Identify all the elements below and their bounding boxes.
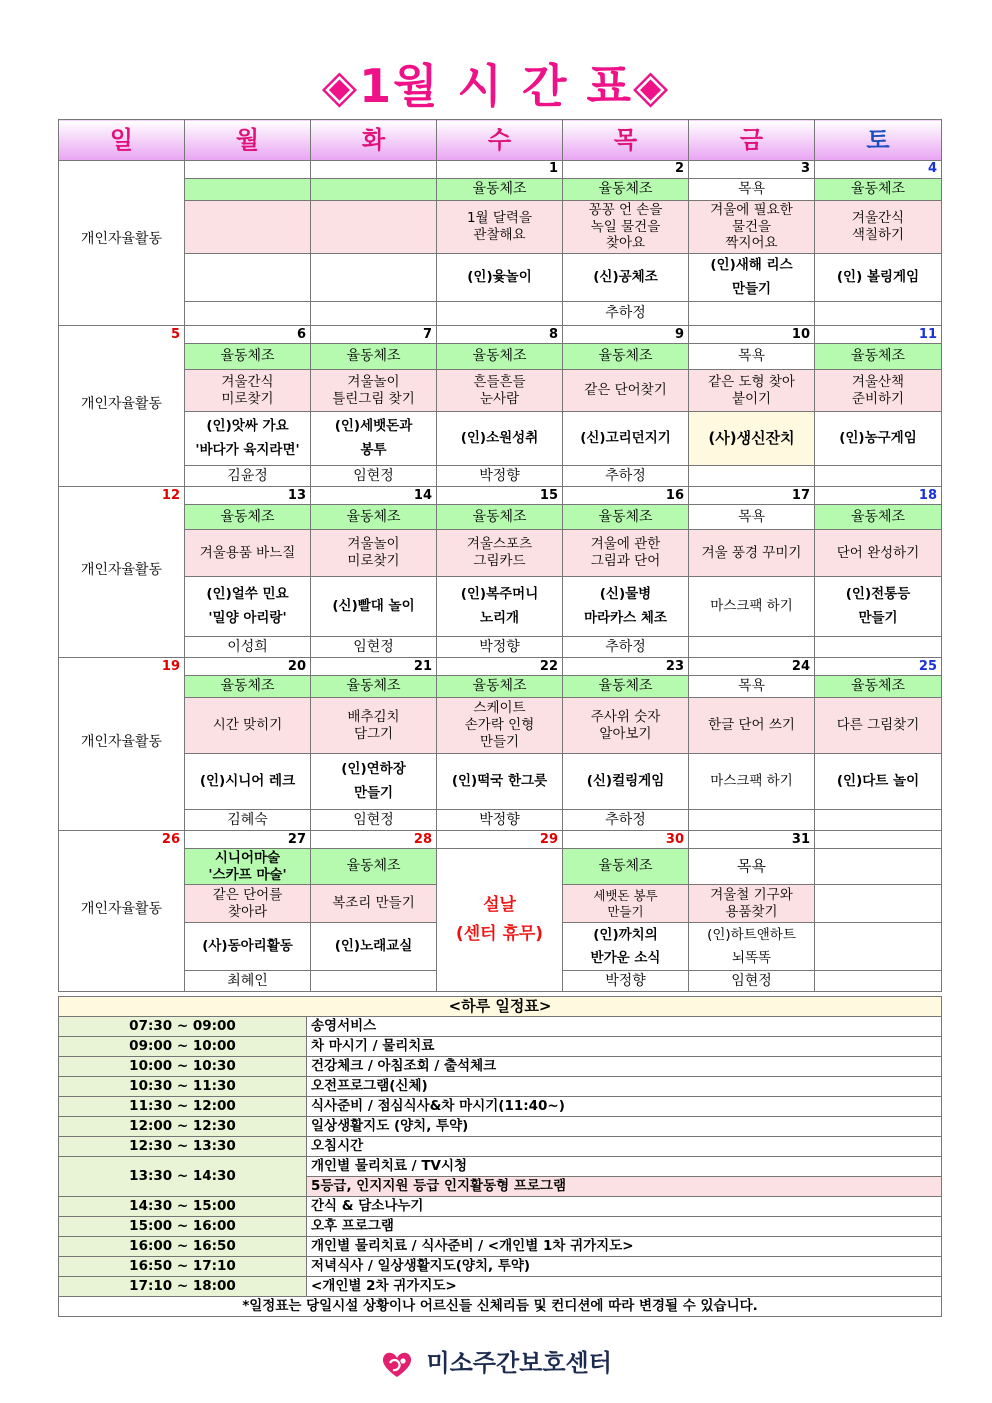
- activity-program: 겨울산책 준비하기: [815, 370, 942, 412]
- date-cell: 15: [437, 487, 563, 505]
- schedule-row: [59, 1237, 942, 1257]
- schedule-time: 10:30 ~ 11:30: [59, 1077, 307, 1097]
- program-row: [59, 370, 942, 412]
- day-header-fri: 금: [689, 120, 815, 161]
- date-cell: 18: [815, 487, 942, 505]
- staff-name: 박정향: [437, 637, 563, 658]
- schedule-time: 17:10 ~ 18:00: [59, 1277, 307, 1297]
- side-label: 개인자율활동: [59, 676, 185, 810]
- date-cell: 31: [689, 831, 815, 849]
- activity-program: 겨울 풍경 꾸미기: [689, 530, 815, 577]
- activity-special: (인)전통등 만들기: [815, 577, 942, 637]
- exercise-row: [59, 676, 942, 698]
- schedule-activity: 개인별 물리치료 / 식사준비 / <개인별 1차 귀가지도>: [307, 1237, 942, 1257]
- date-cell: [185, 161, 311, 179]
- activity-morning: 율동체조: [437, 505, 563, 530]
- staff-name: 박정향: [437, 810, 563, 831]
- activity-program: 1월 달력을 관찰해요: [437, 201, 563, 254]
- schedule-activity: 간식 & 담소나누기: [307, 1197, 942, 1217]
- side-label: 개인자율활동: [59, 344, 185, 466]
- date-row: [59, 831, 942, 849]
- activity-morning: 목욕: [689, 344, 815, 370]
- date-cell: 11: [815, 326, 942, 344]
- staff-row: [59, 302, 942, 326]
- activity-morning: 율동체조: [563, 849, 689, 885]
- date-sun: 5: [59, 326, 185, 344]
- date-cell: 26: [59, 831, 185, 849]
- staff-name: [689, 302, 815, 326]
- staff-name: [689, 637, 815, 658]
- day-header-mon: 월: [185, 120, 311, 161]
- activity-program: 시간 맞히기: [185, 698, 311, 754]
- date-cell: 7: [311, 326, 437, 344]
- activity-program: 겨울놀이 틀린그림 찾기: [311, 370, 437, 412]
- schedule-row: [59, 1197, 942, 1217]
- activity-special: (신)공체조: [563, 254, 689, 302]
- page-title: ◈1월 시 간 표◈: [321, 59, 671, 113]
- schedule-activity: 저녁식사 / 일상생활지도(양치, 투약): [307, 1257, 942, 1277]
- staff-name: [815, 637, 942, 658]
- schedule-time: 11:30 ~ 12:00: [59, 1097, 307, 1117]
- day-header-thu: 목: [563, 120, 689, 161]
- activity-morning: 율동체조: [311, 344, 437, 370]
- day-header-wed: 수: [437, 120, 563, 161]
- day-header-tue: 화: [311, 120, 437, 161]
- staff-name: [437, 302, 563, 326]
- activity-special: (인)얼쑤 민요 '밀양 아리랑': [185, 577, 311, 637]
- activity-special: (인)세뱃돈과 봉투: [311, 412, 437, 466]
- schedule-activity: 오후 프로그램: [307, 1217, 942, 1237]
- activity-special: (인)새해 리스 만들기: [689, 254, 815, 302]
- activity-program: [185, 201, 311, 254]
- exercise-row: [59, 505, 942, 530]
- activity-program: 복조리 만들기: [311, 885, 437, 923]
- activity-morning: 율동체조: [815, 676, 942, 698]
- schedule-time: 07:30 ~ 09:00: [59, 1017, 307, 1037]
- activity-program: 같은 단어를 찾아라: [185, 885, 311, 923]
- activity-special: 마스크팩 하기: [689, 577, 815, 637]
- activity-morning: 목욕: [689, 676, 815, 698]
- schedule-note-row: [59, 1297, 942, 1317]
- activity-program: 겨울놀이 미로찾기: [311, 530, 437, 577]
- schedule-activity: 차 마시기 / 물리치료: [307, 1037, 942, 1057]
- staff-name: 추하정: [563, 810, 689, 831]
- schedule-time: 13:30 ~ 14:30: [59, 1157, 307, 1197]
- schedule-row: [59, 1137, 942, 1157]
- activity-program: 배추김치 담그기: [311, 698, 437, 754]
- schedule-activity: 건강체크 / 아침조회 / 출석체크: [307, 1057, 942, 1077]
- center-name: 미소주간보호센터: [426, 1349, 612, 1377]
- activity-special: (신)컬링게임: [563, 754, 689, 810]
- date-row: [59, 161, 942, 179]
- activity-program: 스케이트 손가락 인형 만들기: [437, 698, 563, 754]
- date-cell: 16: [563, 487, 689, 505]
- activity-morning: 율동체조: [815, 344, 942, 370]
- schedule-time: 09:00 ~ 10:00: [59, 1037, 307, 1057]
- exercise-row: [59, 344, 942, 370]
- activity-morning: [185, 179, 311, 201]
- date-cell: [815, 831, 942, 849]
- schedule-row: [59, 1017, 942, 1037]
- center-logo: [0, 1343, 992, 1379]
- activity-program: [311, 201, 437, 254]
- schedule-time: 14:30 ~ 15:00: [59, 1197, 307, 1217]
- activity-program: 흔들흔들 눈사람: [437, 370, 563, 412]
- date-cell: 9: [563, 326, 689, 344]
- activity-special: (인)연하장 만들기: [311, 754, 437, 810]
- schedule-row: [59, 1257, 942, 1277]
- activity-special: (인) 볼링게임: [815, 254, 942, 302]
- activity-morning: 목욕: [689, 849, 815, 885]
- schedule-activity: 5등급, 인지지원 등급 인지활동형 프로그램: [307, 1177, 942, 1197]
- date-cell: 2: [563, 161, 689, 179]
- activity-program: 겨울철 기구와 용품찾기: [689, 885, 815, 923]
- date-cell: 14: [311, 487, 437, 505]
- activity-program: 겨울에 필요한 물건을 짝지어요: [689, 201, 815, 254]
- date-sun: 19: [59, 658, 185, 676]
- staff-blank: [59, 810, 185, 831]
- staff-name: 박정향: [563, 971, 689, 992]
- activity-program: 꽁꽁 언 손을 녹일 물건을 찾아요: [563, 201, 689, 254]
- activity-program: 겨울간식 색칠하기: [815, 201, 942, 254]
- exercise-row: [59, 849, 942, 885]
- staff-name: [815, 466, 942, 487]
- activity-program: 겨울용품 바느질: [185, 530, 311, 577]
- activity-special: (인)떡국 한그릇: [437, 754, 563, 810]
- activity-morning: 율동체조: [563, 344, 689, 370]
- schedule-row: [59, 1217, 942, 1237]
- date-cell: 29: [437, 831, 563, 849]
- date-row: [59, 487, 942, 505]
- activity-morning: 율동체조: [437, 179, 563, 201]
- activity-morning: 율동체조: [311, 676, 437, 698]
- heart-logo-icon: [380, 1349, 414, 1379]
- schedule-heading: <하루 일정표>: [59, 997, 942, 1017]
- program-row: [59, 698, 942, 754]
- activity-morning: 율동체조: [437, 344, 563, 370]
- schedule-activity: 식사준비 / 점심식사&차 마시기(11:40~): [307, 1097, 942, 1117]
- date-cell: 30: [563, 831, 689, 849]
- activity-program: 단어 완성하기: [815, 530, 942, 577]
- activity-special: (인)농구게임: [815, 412, 942, 466]
- staff-name: 임현정: [311, 466, 437, 487]
- date-row: [59, 658, 942, 676]
- date-sun: [59, 161, 185, 179]
- staff-blank: [59, 302, 185, 326]
- staff-blank: [59, 971, 185, 992]
- date-cell: 28: [311, 831, 437, 849]
- date-cell: 27: [185, 831, 311, 849]
- staff-name: 추하정: [563, 302, 689, 326]
- staff-name: 추하정: [563, 466, 689, 487]
- activity-morning: 율동체조: [563, 505, 689, 530]
- activity-special: (사)동아리활동: [185, 923, 311, 971]
- activity-special: (인)앗싸 가요 '바다가 육지라면': [185, 412, 311, 466]
- activity-morning: 율동체조: [311, 505, 437, 530]
- activity-morning: [311, 179, 437, 201]
- schedule-activity: <개인별 2차 귀가지도>: [307, 1277, 942, 1297]
- special-row: [59, 754, 942, 810]
- staff-row: [59, 810, 942, 831]
- monthly-timetable: [58, 119, 942, 992]
- staff-name: [185, 302, 311, 326]
- staff-name: 최혜인: [185, 971, 311, 992]
- staff-row: [59, 637, 942, 658]
- activity-morning: 율동체조: [815, 505, 942, 530]
- date-cell: 21: [311, 658, 437, 676]
- date-cell: 1: [437, 161, 563, 179]
- date-sun: 12: [59, 487, 185, 505]
- special-row: [59, 577, 942, 637]
- staff-name: 임현정: [689, 971, 815, 992]
- activity-program: 세뱃돈 봉투 만들기: [563, 885, 689, 923]
- program-row: [59, 201, 942, 254]
- staff-name: [815, 971, 942, 992]
- schedule-time: 10:00 ~ 10:30: [59, 1057, 307, 1077]
- schedule-activity: 오전프로그램(신체): [307, 1077, 942, 1097]
- activity-special: (신)빨대 놀이: [311, 577, 437, 637]
- date-cell: 25: [815, 658, 942, 676]
- activity-morning: 율동체조: [185, 676, 311, 698]
- activity-special: (신)고리던지기: [563, 412, 689, 466]
- activity-morning: 목욕: [689, 179, 815, 201]
- staff-name: [815, 810, 942, 831]
- date-cell: [311, 161, 437, 179]
- side-label: 개인자율활동: [59, 505, 185, 637]
- activity-special: (인)시니어 레크: [185, 754, 311, 810]
- schedule-activity: 송영서비스: [307, 1017, 942, 1037]
- staff-name: 이성희: [185, 637, 311, 658]
- staff-name: 김혜숙: [185, 810, 311, 831]
- schedule-row: [59, 1037, 942, 1057]
- staff-name: [311, 302, 437, 326]
- activity-morning: 율동체조: [563, 179, 689, 201]
- staff-name: 임현정: [311, 637, 437, 658]
- activity-program: 겨울스포츠 그림카드: [437, 530, 563, 577]
- activity-program: 같은 도형 찾아 붙이기: [689, 370, 815, 412]
- date-cell: 4: [815, 161, 942, 179]
- activity-morning: 율동체조: [311, 849, 437, 885]
- activity-special: (인)까치의 반가운 소식: [563, 923, 689, 971]
- activity-special: [311, 254, 437, 302]
- activity-special: (인)소원성취: [437, 412, 563, 466]
- schedule-time: 12:00 ~ 12:30: [59, 1117, 307, 1137]
- activity-special: (인)노래교실: [311, 923, 437, 971]
- side-label: 개인자율활동: [59, 179, 185, 302]
- activity-special: (인)복주머니 노리개: [437, 577, 563, 637]
- activity-special: [185, 254, 311, 302]
- date-cell: 24: [689, 658, 815, 676]
- date-cell: 8: [437, 326, 563, 344]
- holiday-notice: 설날 (센터 휴무): [437, 849, 563, 992]
- activity-morning: 율동체조: [185, 344, 311, 370]
- date-cell: 22: [437, 658, 563, 676]
- schedule-activity: 개인별 물리치료 / TV시청: [307, 1157, 942, 1177]
- activity-morning: 율동체조: [563, 676, 689, 698]
- date-cell: 23: [563, 658, 689, 676]
- schedule-activity: 오침시간: [307, 1137, 942, 1157]
- activity-morning: 율동체조: [437, 676, 563, 698]
- empty-cell: [815, 923, 942, 971]
- day-header-sun: 일: [59, 120, 185, 161]
- schedule-time: 16:50 ~ 17:10: [59, 1257, 307, 1277]
- activity-special: (신)물병 마라카스 체조: [563, 577, 689, 637]
- staff-name: [815, 302, 942, 326]
- activity-morning: 율동체조: [185, 505, 311, 530]
- schedule-row: [59, 1117, 942, 1137]
- schedule-time: 12:30 ~ 13:30: [59, 1137, 307, 1157]
- exercise-row: [59, 179, 942, 201]
- weekday-header-row: [59, 120, 942, 161]
- staff-row: [59, 466, 942, 487]
- staff-blank: [59, 466, 185, 487]
- date-cell: 10: [689, 326, 815, 344]
- activity-program: 같은 단어찾기: [563, 370, 689, 412]
- daily-schedule: [58, 996, 942, 1317]
- staff-name: 추하정: [563, 637, 689, 658]
- program-row: [59, 530, 942, 577]
- date-cell: 3: [689, 161, 815, 179]
- staff-name: 박정향: [437, 466, 563, 487]
- activity-program: 겨울에 관한 그림과 단어: [563, 530, 689, 577]
- day-header-sat: 토: [815, 120, 942, 161]
- activity-program: 다른 그림찾기: [815, 698, 942, 754]
- activity-morning: 목욕: [689, 505, 815, 530]
- activity-program: 주사위 숫자 알아보기: [563, 698, 689, 754]
- staff-name: [689, 810, 815, 831]
- staff-name: 김윤정: [185, 466, 311, 487]
- staff-blank: [59, 637, 185, 658]
- activity-morning: 율동체조: [815, 179, 942, 201]
- schedule-row: [59, 1077, 942, 1097]
- activity-special: (사)생신잔치: [689, 412, 815, 466]
- side-label: 개인자율활동: [59, 849, 185, 971]
- date-cell: 17: [689, 487, 815, 505]
- staff-name: [311, 971, 437, 992]
- activity-special: (인)하트앤하트 뇌똑똑: [689, 923, 815, 971]
- empty-cell: [815, 885, 942, 923]
- date-cell: 13: [185, 487, 311, 505]
- staff-name: 임현정: [311, 810, 437, 831]
- schedule-time: 15:00 ~ 16:00: [59, 1217, 307, 1237]
- activity-program: 겨울간식 미로찾기: [185, 370, 311, 412]
- schedule-note: *일정표는 당일시설 상황이나 어르신들 신체리듬 및 컨디션에 따라 변경될 수 있습니다.: [59, 1297, 942, 1317]
- empty-cell: [815, 849, 942, 885]
- activity-special: 마스크팩 하기: [689, 754, 815, 810]
- special-row: [59, 412, 942, 466]
- schedule-row: [59, 1157, 942, 1177]
- staff-name: [689, 466, 815, 487]
- activity-special: (인)윷놀이: [437, 254, 563, 302]
- schedule-row: [59, 1097, 942, 1117]
- date-cell: 6: [185, 326, 311, 344]
- schedule-row: [59, 1057, 942, 1077]
- activity-morning: 시니어마술 '스카프 마술': [185, 849, 311, 885]
- activity-special: (인)다트 놀이: [815, 754, 942, 810]
- schedule-time: 16:00 ~ 16:50: [59, 1237, 307, 1257]
- activity-program: 한글 단어 쓰기: [689, 698, 815, 754]
- schedule-row: [59, 1277, 942, 1297]
- special-row: [59, 254, 942, 302]
- date-cell: 20: [185, 658, 311, 676]
- date-row: [59, 326, 942, 344]
- schedule-activity: 일상생활지도 (양치, 투약): [307, 1117, 942, 1137]
